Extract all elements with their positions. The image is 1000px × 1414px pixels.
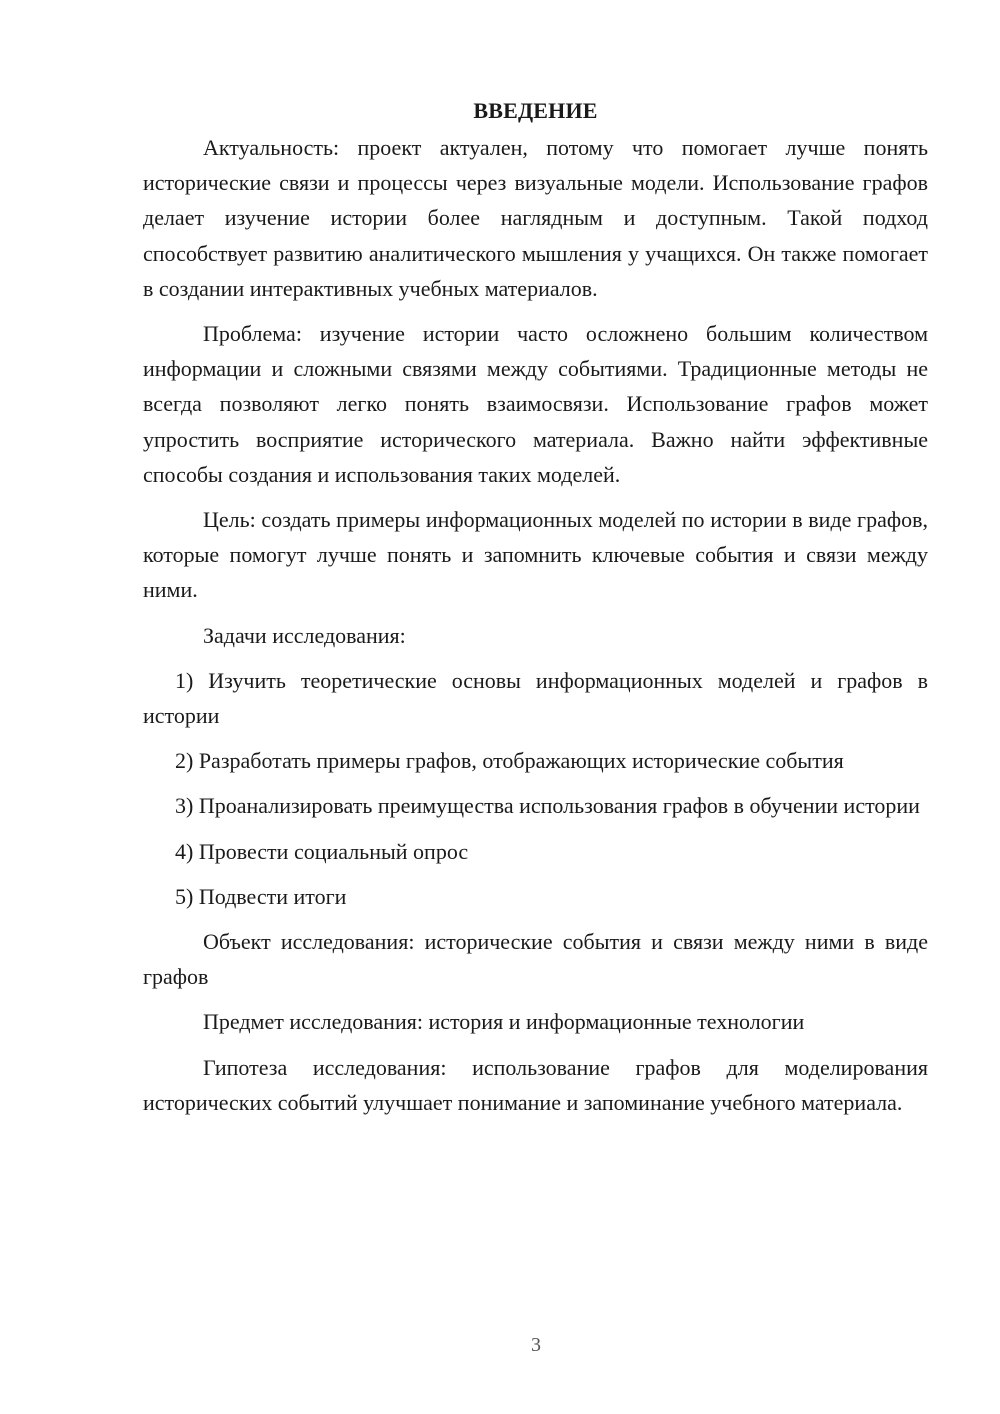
task-item-3: 3) Проанализировать преимущества использования графов в обучении истории bbox=[175, 793, 920, 819]
task-item-1: 1) Изучить теоретические основы информационных моделей и графов в истории bbox=[143, 667, 928, 729]
task-item-5: 5) Подвести итоги bbox=[175, 883, 347, 909]
page-title: ВВЕДЕНИЕ bbox=[473, 98, 598, 123]
hypothesis-paragraph: Гипотеза исследования: использование графов для моделирования исторических событий улучшает понимание и запоминание учебного материала. bbox=[143, 1054, 928, 1115]
tasks-heading: Задачи исследования: bbox=[203, 622, 406, 648]
document-page bbox=[143, 96, 928, 1130]
goal-paragraph: Цель: создать примеры информационных моделей по истории в виде графов, которые помогут лучше понять и запомнить ключевые события и связи между ними. bbox=[143, 507, 928, 603]
object-paragraph: Объект исследования: исторические события и связи между ними в виде графов bbox=[143, 929, 928, 990]
relevance-paragraph: Актуальность: проект актуален, потому что помогает лучше понять исторические связи и процессы через визуальные модели. Использование графов делает изучение истории более наглядным и доступным. Такой подход способствует развитию аналитического мышления у учащихся. Он также помогает в создании интерактивных учебных материалов. bbox=[143, 135, 928, 301]
page-number: 3 bbox=[531, 1334, 541, 1356]
subject-paragraph: Предмет исследования: история и информационные технологии bbox=[203, 1009, 805, 1035]
task-item-2: 2) Разработать примеры графов, отображающих исторические события bbox=[175, 748, 844, 774]
problem-paragraph: Проблема: изучение истории часто осложнено большим количеством информации и сложными связями между событиями. Традиционные методы не всегда позволяют легко понять взаимосвязи. Использование графов может упростить восприятие исторического материала. Важно найти эффективные способы создания и использования таких моделей. bbox=[143, 321, 928, 487]
task-item-4: 4) Провести социальный опрос bbox=[175, 838, 469, 864]
